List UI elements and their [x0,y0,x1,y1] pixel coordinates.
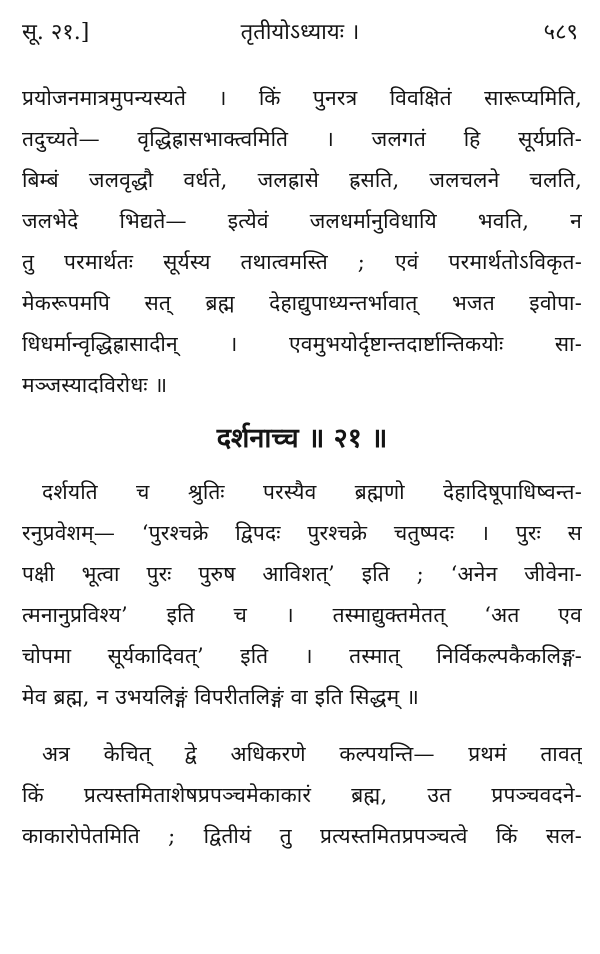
page-body [22,78,582,857]
paragraph-2 [22,472,582,718]
text-line: अत्र केचित् द्वे अधिकरणे कल्पयन्ति— प्रथमं तावत् [42,742,582,766]
text-line: रनुप्रवेशम्— ‘पुरश्चक्रे द्विपदः पुरश्चक्रे चतुष्पदः । पुरः स [22,521,582,545]
text-line: पक्षी भूत्वा पुरः पुरुष आविशत्’ इति ; ‘अनेन जीवेना- [22,562,582,586]
text-line: जलभेदे भिद्यते— इत्येवं जलधर्मानुविधायि भवति, न [22,209,582,233]
text-line: बिम्बं जलवृद्धौ वर्धते, जलह्रासे ह्रसति, जलचलने चलति, [22,168,582,192]
text-line: चोपमा सूर्यकादिवत्’ इति । तस्मात् निर्विकल्पकैकलिङ्ग- [22,644,582,668]
text-line: मेकरूपमपि सत् ब्रह्म देहाद्युपाध्यन्तर्भावात् भजत इवोपा- [22,291,582,315]
text-line: प्रयोजनमात्रमुपन्यस्यते । किं पुनरत्र विवक्षितं सारूप्यमिति, [22,86,582,110]
sutra-heading: दर्शनाच्च ॥ २१ ॥ [216,423,388,454]
text-line: तदुच्यते— वृद्धिह्रासभाक्त्वमिति । जलगतं हि सूर्यप्रति- [22,127,582,151]
section-reference: सू. २१.] [22,20,90,45]
text-line: मेव ब्रह्म, न उभयलिङ्गं विपरीतलिङ्गं वा इति सिद्धम् ॥ [22,685,419,709]
paragraph-gap [22,718,582,734]
running-header [22,18,578,48]
chapter-title: तृतीयोऽध्यायः । [240,20,360,45]
page-number: ५८९ [543,20,578,45]
text-line: मञ्जस्यादविरोधः ॥ [22,373,168,397]
text-line: काकारोपेतमिति ; द्वितीयं तु प्रत्यस्तमितप्रपञ्चत्वे किं सल- [22,824,582,848]
paragraph-3 [22,734,582,857]
paragraph-1 [22,78,582,406]
text-line: किं प्रत्यस्तमिताशेषप्रपञ्चमेकाकारं ब्रह्म, उत प्रपञ्चवदने- [22,783,582,807]
text-line: धिधर्मान्वृद्धिह्रासादीन् । एवमुभयोर्दृष्टान्तदार्ष्टान्तिकयोः सा- [22,332,582,356]
text-line: तु परमार्थतः सूर्यस्य तथात्वमस्ति ; एवं परमार्थतोऽविकृत- [22,250,582,274]
text-line: दर्शयति च श्रुतिः परस्यैव ब्रह्मणो देहादिषूपाधिष्वन्त- [42,480,582,504]
text-line: त्मनानुप्रविश्य’ इति च । तस्माद्युक्तमेतत् ‘अत एव [22,603,582,627]
